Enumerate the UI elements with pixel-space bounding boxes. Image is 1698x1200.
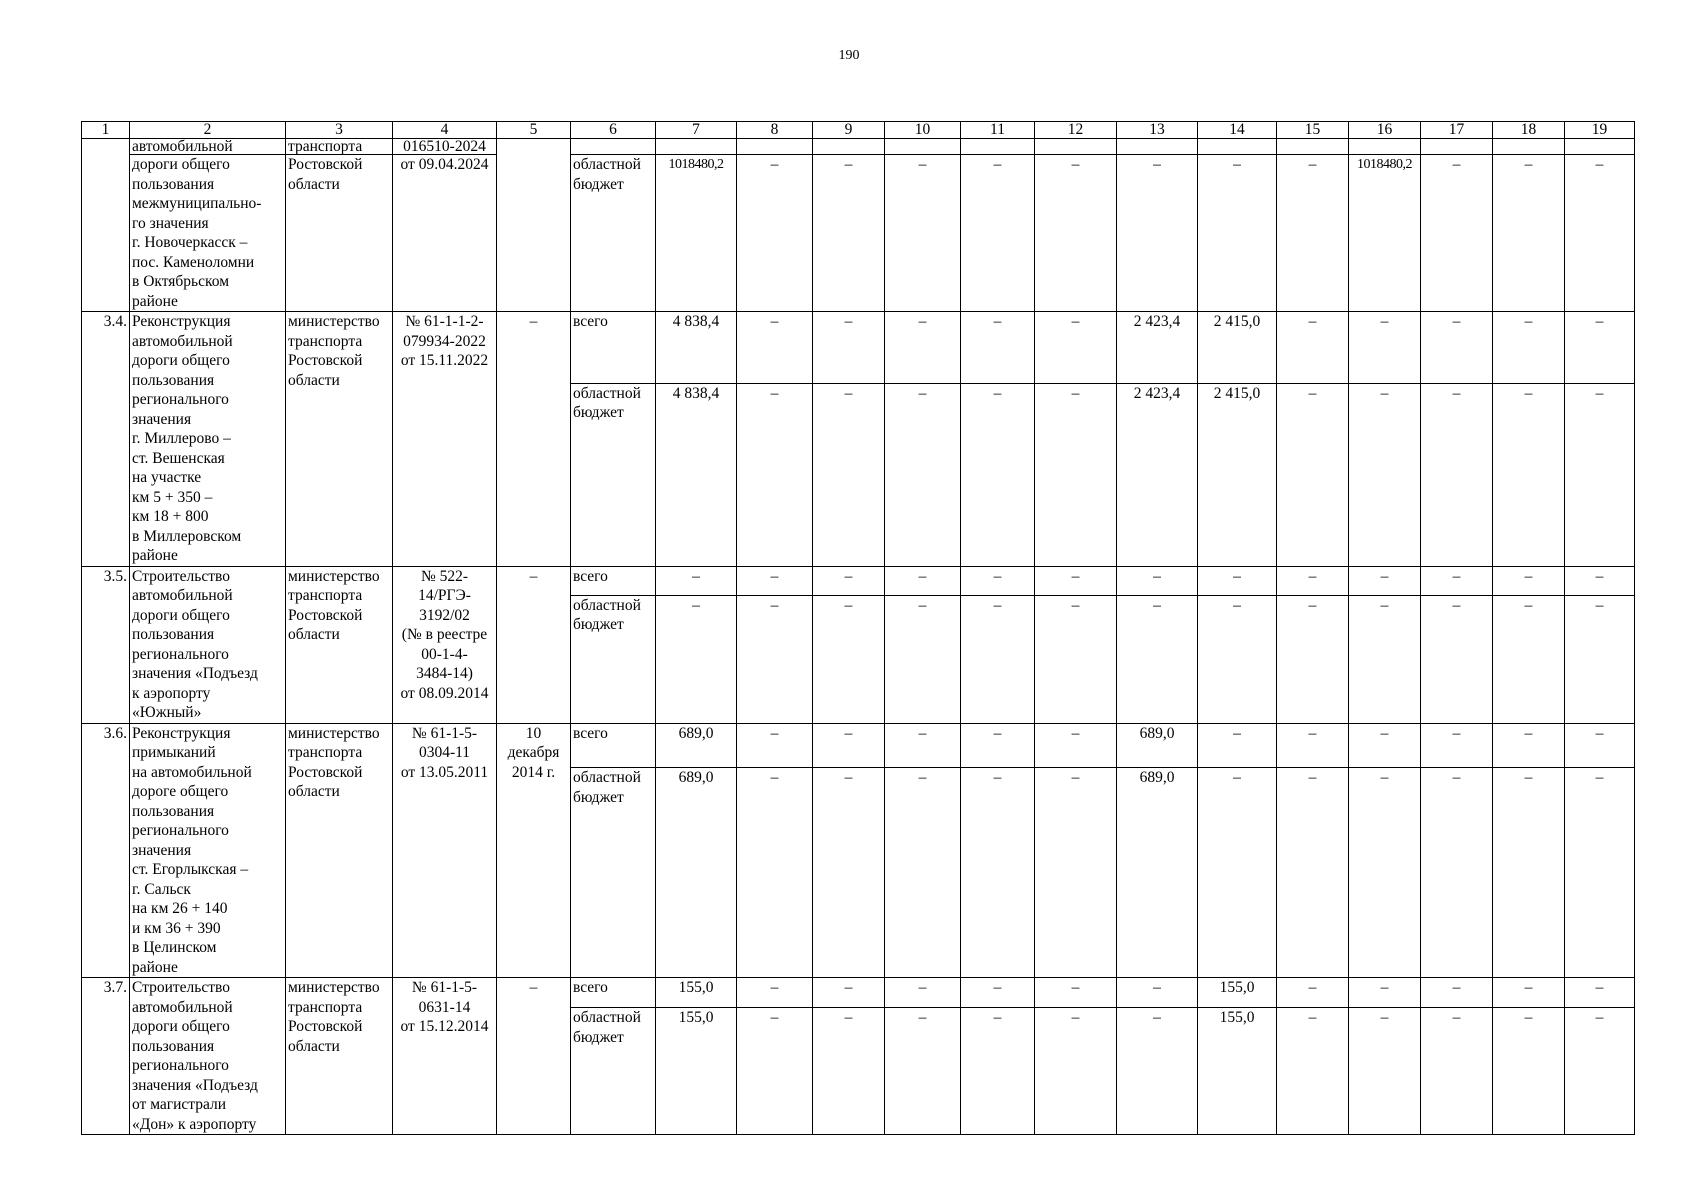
page-number: 190	[838, 48, 860, 63]
value-cell: –	[737, 723, 813, 768]
document-cell: 016510-2024	[393, 139, 497, 155]
value-cell: –	[1565, 566, 1635, 595]
column-header: 16	[1349, 122, 1421, 139]
column-header: 19	[1565, 122, 1635, 139]
value-cell: –	[737, 383, 813, 566]
budget-table	[81, 121, 1635, 1135]
date-cell: –	[497, 978, 571, 1135]
date-cell: 10 декабря 2014 г.	[497, 723, 571, 978]
value-cell: –	[1277, 383, 1349, 566]
date-cell: –	[497, 566, 571, 723]
funding-source-cell: областной бюджет	[571, 155, 656, 312]
value-cell: –	[1493, 566, 1565, 595]
entry-row	[82, 723, 1635, 768]
value-cell: –	[737, 595, 813, 723]
funding-source-cell: всего	[571, 978, 656, 1008]
value-cell: –	[1349, 723, 1421, 768]
column-header: 9	[813, 122, 885, 139]
value-cell: –	[885, 978, 961, 1008]
value-cell: –	[885, 312, 961, 384]
value-cell: –	[737, 312, 813, 384]
column-header: 1	[82, 122, 130, 139]
empty-cell	[1349, 139, 1421, 155]
value-cell: –	[1035, 566, 1117, 595]
value-cell: –	[1035, 595, 1117, 723]
value-cell: –	[813, 595, 885, 723]
value-cell: 689,0	[1117, 768, 1198, 978]
value-cell: –	[1198, 723, 1277, 768]
value-cell: –	[737, 566, 813, 595]
organization-cell: Ростовской области	[286, 155, 393, 312]
funding-source-cell: областной бюджет	[571, 768, 656, 978]
value-cell: –	[813, 1008, 885, 1135]
empty-cell	[1493, 139, 1565, 155]
funding-source-cell: областной бюджет	[571, 383, 656, 566]
organization-cell: министерство транспорта Ростовской области	[286, 723, 393, 978]
value-cell: –	[1277, 566, 1349, 595]
entry-row	[82, 312, 1635, 384]
value-cell: –	[656, 566, 737, 595]
funding-source-cell: всего	[571, 723, 656, 768]
value-cell: 4 838,4	[656, 312, 737, 384]
empty-cell	[961, 139, 1035, 155]
value-cell: –	[737, 155, 813, 312]
value-cell: –	[1565, 978, 1635, 1008]
funding-source-cell: областной бюджет	[571, 595, 656, 723]
empty-cell	[813, 139, 885, 155]
date-cell: –	[497, 312, 571, 567]
value-cell: –	[1421, 768, 1493, 978]
column-header: 12	[1035, 122, 1117, 139]
value-cell: –	[1198, 768, 1277, 978]
empty-cell	[1198, 139, 1277, 155]
value-cell: –	[813, 566, 885, 595]
value-cell: –	[961, 768, 1035, 978]
value-cell: –	[1421, 1008, 1493, 1135]
column-header: 15	[1277, 122, 1349, 139]
value-cell: –	[1421, 978, 1493, 1008]
value-cell: 155,0	[656, 978, 737, 1008]
entry-number-cell: 3.5.	[82, 566, 130, 723]
document-cell: № 61-1-5- 0631-14 от 15.12.2014	[393, 978, 497, 1135]
column-header: 8	[737, 122, 813, 139]
value-cell: –	[1277, 768, 1349, 978]
value-cell: –	[1493, 312, 1565, 384]
value-cell: –	[1035, 768, 1117, 978]
value-cell: –	[1035, 978, 1117, 1008]
empty-cell	[571, 139, 656, 155]
document-cell: от 09.04.2024	[393, 155, 497, 312]
value-cell: –	[1349, 312, 1421, 384]
value-cell: –	[1493, 1008, 1565, 1135]
entry-number-cell: 3.4.	[82, 312, 130, 567]
value-cell: –	[1493, 595, 1565, 723]
value-cell: 689,0	[1117, 723, 1198, 768]
column-header: 7	[656, 122, 737, 139]
header-row	[82, 122, 1635, 139]
value-cell: 1018480,2	[1349, 155, 1421, 312]
value-cell: –	[813, 978, 885, 1008]
value-cell: 155,0	[656, 1008, 737, 1135]
value-cell: 1018480,2	[656, 155, 737, 312]
value-cell: –	[885, 1008, 961, 1135]
entry-number-cell: 3.7.	[82, 978, 130, 1135]
funding-source-cell: областной бюджет	[571, 1008, 656, 1135]
organization-cell: министерство транспорта Ростовской области	[286, 312, 393, 567]
value-cell: –	[813, 723, 885, 768]
value-cell: –	[1198, 595, 1277, 723]
column-header: 11	[961, 122, 1035, 139]
value-cell: 2 415,0	[1198, 383, 1277, 566]
value-cell: 155,0	[1198, 978, 1277, 1008]
value-cell: –	[1349, 566, 1421, 595]
continuation-row-top	[82, 139, 1635, 155]
column-header: 13	[1117, 122, 1198, 139]
value-cell: 2 415,0	[1198, 312, 1277, 384]
organization-cell: министерство транспорта Ростовской области	[286, 566, 393, 723]
project-name-cell: Строительство автомобильной дороги общего пользования регионального значения «Подъезд к аэропорту «Южный»	[130, 566, 286, 723]
value-cell: –	[1349, 383, 1421, 566]
project-name-cell: автомобильной	[130, 139, 286, 155]
document-cell: № 61-1-5- 0304-11 от 13.05.2011	[393, 723, 497, 978]
project-name-cell: Реконструкция автомобильной дороги общего пользования регионального значения г. Миллерово – ст. Вешенская на участке км 5 + 350 – км 18 + 800 в Миллеровском районе	[130, 312, 286, 567]
value-cell: 2 423,4	[1117, 312, 1198, 384]
column-header: 3	[286, 122, 393, 139]
value-cell: –	[1565, 768, 1635, 978]
value-cell: –	[1117, 155, 1198, 312]
value-cell: –	[885, 383, 961, 566]
document-cell: № 522- 14/РГЭ- 3192/02 (№ в реестре 00-1-4- 3484-14) от 08.09.2014	[393, 566, 497, 723]
value-cell: –	[1565, 312, 1635, 384]
value-cell: –	[1035, 1008, 1117, 1135]
organization-cell: министерство транспорта Ростовской области	[286, 978, 393, 1135]
value-cell: –	[1349, 978, 1421, 1008]
value-cell: –	[1349, 595, 1421, 723]
empty-cell	[1277, 139, 1349, 155]
column-header: 4	[393, 122, 497, 139]
value-cell: –	[1349, 1008, 1421, 1135]
value-cell: –	[1198, 566, 1277, 595]
value-cell: 4 838,4	[656, 383, 737, 566]
value-cell: –	[961, 978, 1035, 1008]
document-cell: № 61-1-1-2- 079934-2022 от 15.11.2022	[393, 312, 497, 567]
value-cell: –	[1421, 383, 1493, 566]
value-cell: –	[885, 595, 961, 723]
value-cell: –	[1035, 312, 1117, 384]
empty-cell	[737, 139, 813, 155]
organization-cell: транспорта	[286, 139, 393, 155]
value-cell: –	[1277, 595, 1349, 723]
value-cell: 2 423,4	[1117, 383, 1198, 566]
empty-cell	[885, 139, 961, 155]
value-cell: –	[737, 768, 813, 978]
empty-cell	[1421, 139, 1493, 155]
value-cell: –	[1421, 312, 1493, 384]
value-cell: –	[1117, 566, 1198, 595]
value-cell: –	[961, 155, 1035, 312]
value-cell: –	[1493, 155, 1565, 312]
project-name-cell: дороги общего пользования межмуниципально- го значения г. Новочеркасск – пос. Каменоломни в Октябрьском районе	[130, 155, 286, 312]
value-cell: –	[813, 155, 885, 312]
value-cell: –	[1493, 978, 1565, 1008]
value-cell: –	[1493, 768, 1565, 978]
value-cell: –	[1277, 312, 1349, 384]
empty-cell	[1565, 139, 1635, 155]
funding-source-cell: всего	[571, 312, 656, 384]
column-header: 6	[571, 122, 656, 139]
value-cell: –	[1117, 978, 1198, 1008]
value-cell: –	[1565, 595, 1635, 723]
value-cell: –	[961, 566, 1035, 595]
value-cell: –	[1421, 723, 1493, 768]
value-cell: –	[1277, 978, 1349, 1008]
value-cell: –	[885, 155, 961, 312]
value-cell: –	[813, 312, 885, 384]
entry-row	[82, 978, 1635, 1008]
column-header: 2	[130, 122, 286, 139]
value-cell: –	[885, 723, 961, 768]
value-cell: 155,0	[1198, 1008, 1277, 1135]
entry-number-cell	[82, 139, 130, 312]
value-cell: –	[1198, 155, 1277, 312]
value-cell: –	[1117, 1008, 1198, 1135]
column-header: 18	[1493, 122, 1565, 139]
value-cell: –	[1277, 155, 1349, 312]
value-cell: –	[1277, 723, 1349, 768]
value-cell: –	[1035, 155, 1117, 312]
value-cell: –	[737, 1008, 813, 1135]
value-cell: –	[1565, 723, 1635, 768]
column-header: 10	[885, 122, 961, 139]
value-cell: –	[961, 723, 1035, 768]
value-cell: –	[1035, 723, 1117, 768]
column-header: 14	[1198, 122, 1277, 139]
column-header: 17	[1421, 122, 1493, 139]
value-cell: –	[961, 1008, 1035, 1135]
entry-number-cell: 3.6.	[82, 723, 130, 978]
value-cell: –	[1493, 723, 1565, 768]
value-cell: –	[961, 312, 1035, 384]
value-cell: –	[961, 595, 1035, 723]
column-header: 5	[497, 122, 571, 139]
entry-row	[82, 566, 1635, 595]
value-cell: –	[1421, 566, 1493, 595]
value-cell: –	[1565, 383, 1635, 566]
project-name-cell: Реконструкция примыканий на автомобильной дороге общего пользования регионального значения ст. Егорлыкская – г. Сальск на км 26 + 140 и км 36 + 390 в Целинском районе	[130, 723, 286, 978]
value-cell: –	[737, 978, 813, 1008]
empty-cell	[1117, 139, 1198, 155]
value-cell: –	[1565, 155, 1635, 312]
value-cell: –	[1421, 155, 1493, 312]
value-cell: –	[1277, 1008, 1349, 1135]
value-cell: 689,0	[656, 768, 737, 978]
value-cell: –	[885, 566, 961, 595]
value-cell: –	[1493, 383, 1565, 566]
value-cell: –	[1117, 595, 1198, 723]
value-cell: –	[961, 383, 1035, 566]
value-cell: –	[813, 383, 885, 566]
project-name-cell: Строительство автомобильной дороги общего пользования регионального значения «Подъезд от магистрали «Дон» к аэропорту	[130, 978, 286, 1135]
value-cell: –	[1565, 1008, 1635, 1135]
funding-source-cell: всего	[571, 566, 656, 595]
value-cell: –	[1421, 595, 1493, 723]
value-cell: –	[656, 595, 737, 723]
value-cell: 689,0	[656, 723, 737, 768]
empty-cell	[656, 139, 737, 155]
empty-cell	[1035, 139, 1117, 155]
value-cell: –	[813, 768, 885, 978]
continuation-row	[82, 155, 1635, 312]
value-cell: –	[1035, 383, 1117, 566]
value-cell: –	[885, 768, 961, 978]
value-cell: –	[1349, 768, 1421, 978]
date-cell	[497, 139, 571, 312]
